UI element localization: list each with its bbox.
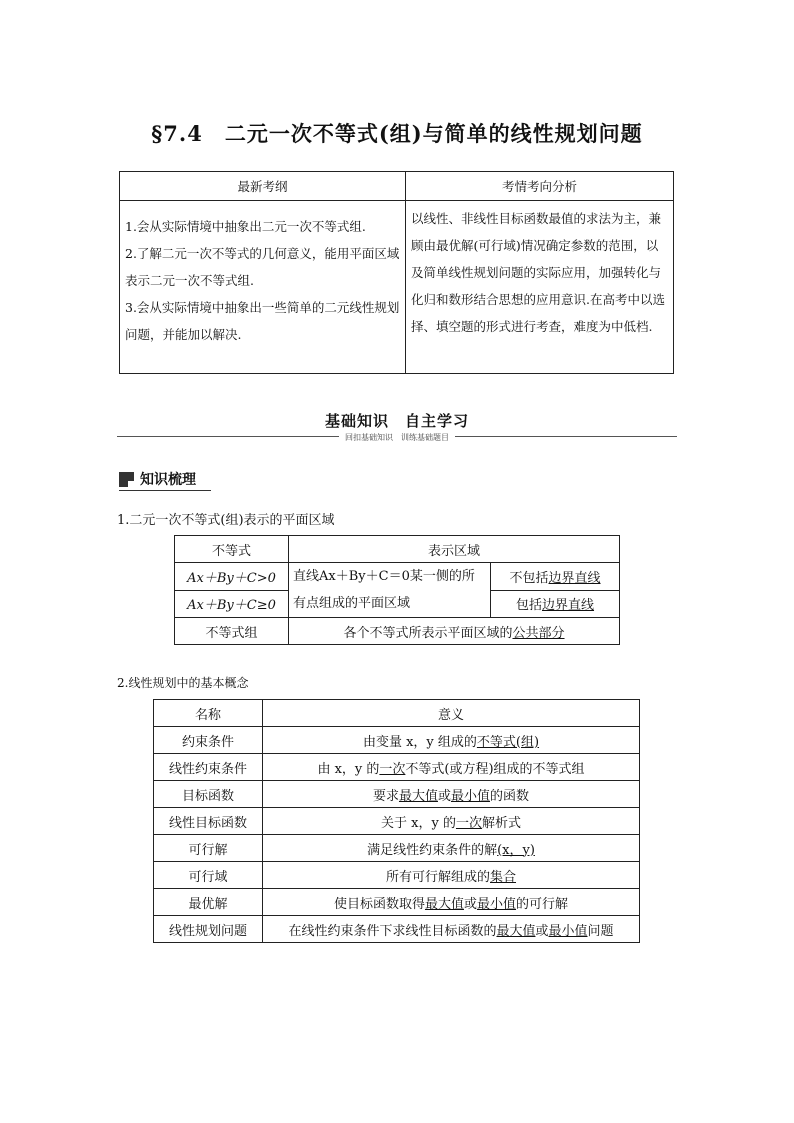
row2-note (491, 590, 620, 618)
row1-note (491, 563, 620, 591)
table-row (154, 808, 640, 835)
inequality-system: 不等式组 (175, 618, 289, 645)
outline-table (119, 171, 674, 374)
table-row (154, 727, 640, 754)
outline-header-analysis: 考情考向分析 (406, 172, 674, 201)
concept-meaning: 由变量 x，y 组成的不等式(组) (263, 727, 640, 754)
header-region: 表示区域 (289, 536, 620, 563)
row1-note-text: 不包括 (509, 570, 549, 586)
block-title-row (119, 469, 196, 489)
analysis-text: 以线性、非线性目标函数最值的求法为主，兼顾由最优解(可行域)情况确定参数的范围，以及简单线性规划问题的实际应用，加强转化与化归和数形结合思想的应用意识.在高考中以选择、填空题的形式进行考查，难度为中低档. (406, 201, 674, 374)
row1-note-answer: 边界直线 (548, 570, 601, 586)
row3-region (289, 618, 620, 645)
row3-region-text: 各个不等式所表示平面区域的 (343, 625, 513, 641)
concept-meaning: 由 x，y 的一次不等式(或方程)组成的不等式组 (263, 754, 640, 781)
concept-name: 线性规划问题 (154, 916, 263, 943)
table-row (154, 916, 640, 943)
concept-name: 可行域 (154, 862, 263, 889)
section-subheading: 回扣基础知识 训练基础题目 (339, 433, 455, 442)
row3-region-answer: 公共部分 (512, 625, 565, 641)
syllabus-item: 1.会从实际情境中抽象出二元一次不等式组. (125, 219, 366, 234)
concept-name: 最优解 (154, 889, 263, 916)
concept-meaning: 在线性约束条件下求线性目标函数的最大值或最小值问题 (263, 916, 640, 943)
header-inequality: 不等式 (175, 536, 289, 563)
table-row (154, 862, 640, 889)
part1-heading: 1.二元一次不等式(组)表示的平面区域 (117, 513, 335, 528)
row2-note-text: 包括 (515, 598, 542, 614)
section-heading: 基础知识 自主学习 (324, 412, 469, 430)
concept-meaning: 关于 x，y 的一次解析式 (263, 808, 640, 835)
table-row (154, 889, 640, 916)
inequality-nonstrict: Ax＋By＋C≥0 (175, 590, 289, 618)
table-row (154, 781, 640, 808)
part2-heading: 2.线性规划中的基本概念 (117, 676, 249, 690)
block-title: 知识梳理 (140, 472, 196, 488)
page-title: §7.4 二元一次不等式(组)与简单的线性规划问题 (151, 121, 643, 146)
concept-name: 约束条件 (154, 727, 263, 754)
region-table (174, 535, 620, 645)
region-description (289, 563, 491, 618)
header-meaning: 意义 (263, 700, 640, 727)
concept-name: 目标函数 (154, 781, 263, 808)
syllabus-item: 3.会从实际情境中抽象出一些简单的二元线性规划问题，并能加以解决. (125, 300, 400, 342)
row2-note-answer: 边界直线 (542, 598, 595, 614)
square-bullet-icon (119, 472, 134, 487)
concept-table (153, 699, 640, 943)
syllabus-item: 2.了解二元一次不等式的几何意义，能用平面区域表示二元一次不等式组. (125, 246, 400, 288)
region-description-line: 有点组成的平面区域 (293, 596, 411, 611)
table-row (154, 754, 640, 781)
header-name: 名称 (154, 700, 263, 727)
outline-header-syllabus: 最新考纲 (120, 172, 406, 201)
concept-meaning: 使目标函数取得最大值或最小值的可行解 (263, 889, 640, 916)
inequality-strict: Ax＋By＋C>0 (175, 563, 289, 591)
table-row (154, 835, 640, 862)
concept-name: 可行解 (154, 835, 263, 862)
block-title-underline (119, 490, 211, 491)
concept-name: 线性约束条件 (154, 754, 263, 781)
concept-meaning: 要求最大值或最小值的函数 (263, 781, 640, 808)
concept-meaning: 满足线性约束条件的解(x，y) (263, 835, 640, 862)
concept-name: 线性目标函数 (154, 808, 263, 835)
region-description-line: 直线Ax＋By＋C＝0某一侧的所 (293, 569, 475, 584)
concept-meaning: 所有可行解组成的集合 (263, 862, 640, 889)
